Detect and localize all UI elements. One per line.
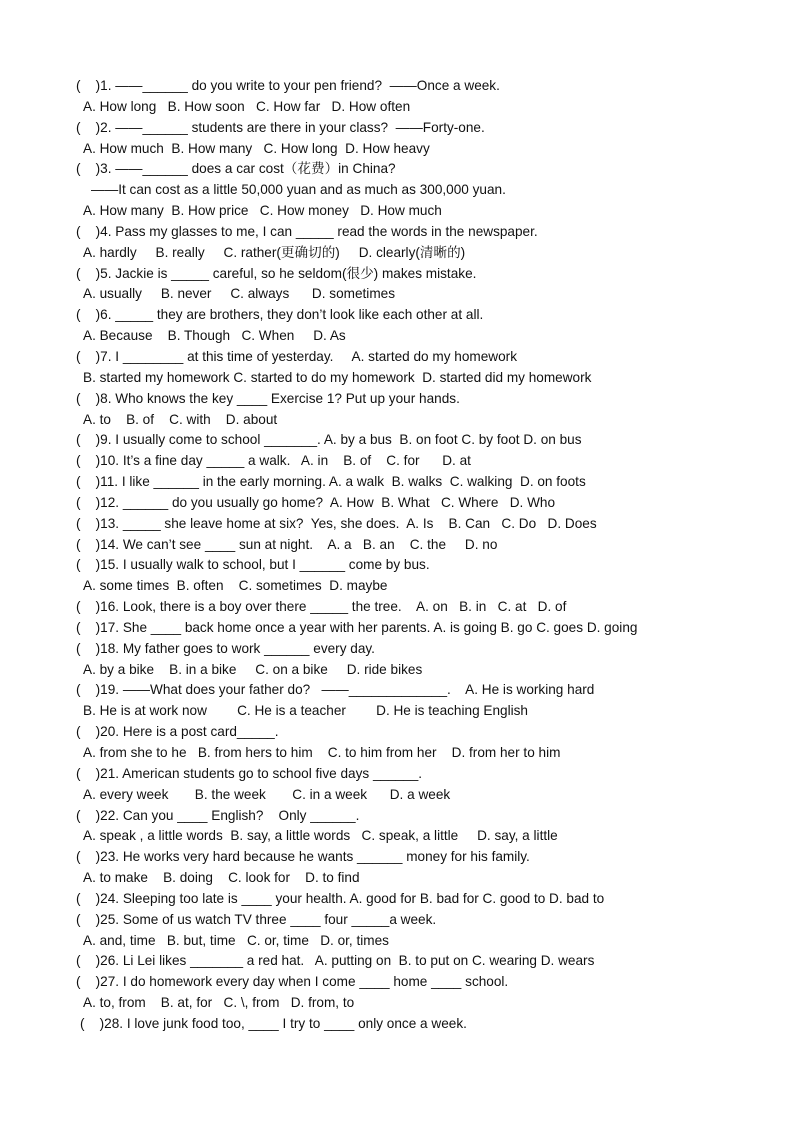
options-8: A. to B. of C. with D. about <box>83 411 278 427</box>
question-1: ( )1. ——______ do you write to your pen friend? ——Once a week. <box>76 78 500 93</box>
question-27: ( )27. I do homework every day when I come ____ home ____ school. <box>76 974 509 990</box>
question-2: ( )2. ——______ students are there in your class? ——Forty-one. <box>76 119 485 135</box>
options-25: A. and, time B. but, time C. or, time D. or, times <box>83 932 389 948</box>
question-14: ( )14. We can’t see ____ sun at night. A. a B. an C. the D. no <box>76 536 498 552</box>
question-3-reply: ——It can cost as a little 50,000 yuan and as much as 300,000 yuan. <box>91 182 506 198</box>
options-5: A. usually B. never C. always D. sometimes <box>83 286 395 302</box>
question-11: ( )11. I like ______ in the early morning. A. a walk B. walks C. walking D. on foots <box>76 474 586 490</box>
question-28: ( )28. I love junk food too, ____ I try to ____ only once a week. <box>80 1015 467 1031</box>
question-21: ( )21. American students go to school five days ______. <box>76 765 423 781</box>
options-18: A. by a bike B. in a bike C. on a bike D. ride bikes <box>83 661 423 677</box>
options-7: B. started my homework C. started to do my homework D. started did my homework <box>83 369 592 385</box>
question-15: ( )15. I usually walk to school, but I ______ come by bus. <box>76 557 430 573</box>
options-2: A. How much B. How many C. How long D. How heavy <box>83 140 430 156</box>
question-7: ( )7. I ________ at this time of yesterday. A. started do my homework <box>76 348 517 364</box>
question-13: ( )13. _____ she leave home at six? Yes, she does. A. Is B. Can C. Do D. Does <box>76 515 597 531</box>
options-21: A. every week B. the week C. in a week D. a week <box>83 786 451 802</box>
question-19: ( )19. ——What does your father do? ——_____________. A. He is working hard <box>76 682 595 698</box>
options-6: A. Because B. Though C. When D. As <box>83 328 346 344</box>
options-23: A. to make B. doing C. look for D. to find <box>83 870 360 886</box>
options-4: A. hardly B. really C. rather(更确切的) D. clearly(清晰的) <box>83 244 466 260</box>
question-10: ( )10. It’s a fine day _____ a walk. A. in B. of C. for D. at <box>76 453 471 469</box>
question-6: ( )6. _____ they are brothers, they don’t look like each other at all. <box>76 307 484 323</box>
question-4: ( )4. Pass my glasses to me, I can _____ read the words in the newspaper. <box>76 223 538 239</box>
options-27: A. to, from B. at, for C. \, from D. from, to <box>83 995 355 1011</box>
question-23: ( )23. He works very hard because he wants ______ money for his family. <box>76 849 530 865</box>
question-25: ( )25. Some of us watch TV three ____ four _____a week. <box>76 911 437 927</box>
question-9: ( )9. I usually come to school _______. A. by a bus B. on foot C. by foot D. on bus <box>76 432 582 448</box>
question-3: ( )3. ——______ does a car cost（花费）in China? <box>76 161 396 177</box>
question-24: ( )24. Sleeping too late is ____ your health. A. good for B. bad for C. good to D. bad to <box>76 890 605 906</box>
options-1: A. How long B. How soon C. How far D. How often <box>83 98 411 114</box>
question-12: ( )12. ______ do you usually go home? A. How B. What C. Where D. Who <box>76 494 556 510</box>
options-20: A. from she to he B. from hers to him C. to him from her D. from her to him <box>83 745 561 760</box>
options-22: A. speak , a little words B. say, a little words C. speak, a little D. say, a little <box>83 828 558 844</box>
question-sheet <box>0 76 794 1035</box>
options-15: A. some times B. often C. sometimes D. maybe <box>83 578 388 594</box>
question-20: ( )20. Here is a post card_____. <box>76 724 279 740</box>
question-26: ( )26. Li Lei likes _______ a red hat. A. putting on B. to put on C. wearing D. wears <box>76 953 595 969</box>
question-8: ( )8. Who knows the key ____ Exercise 1? Put up your hands. <box>76 390 460 406</box>
question-5: ( )5. Jackie is _____ careful, so he seldom(很少) makes mistake. <box>76 265 477 281</box>
question-16: ( )16. Look, there is a boy over there _____ the tree. A. on B. in C. at D. of <box>76 599 567 615</box>
question-17: ( )17. She ____ back home once a year with her parents. A. is going B. go C. goes D. going <box>76 619 638 635</box>
question-22: ( )22. Can you ____ English? Only ______. <box>76 807 360 823</box>
options-19: B. He is at work now C. He is a teacher D. He is teaching English <box>83 703 528 719</box>
question-18: ( )18. My father goes to work ______ every day. <box>76 640 375 656</box>
options-3: A. How many B. How price C. How money D. How much <box>83 203 442 219</box>
